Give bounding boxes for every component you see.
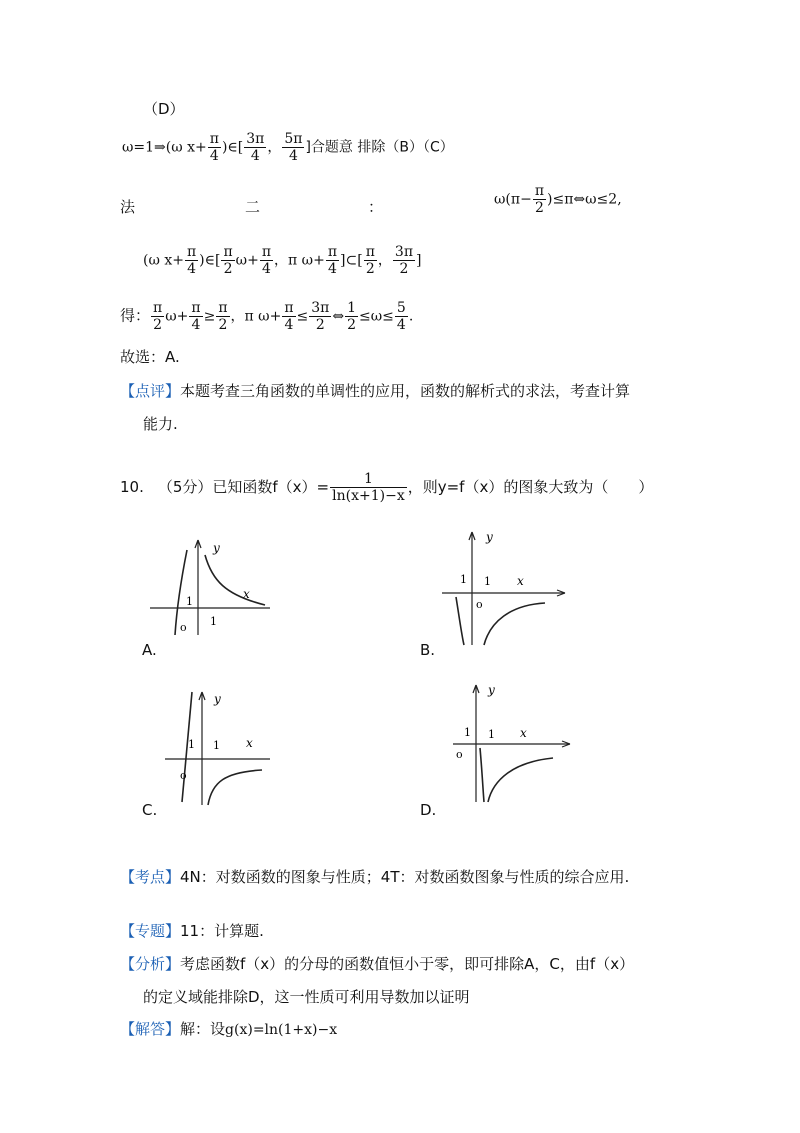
comment-tag: 【点评】	[120, 382, 181, 400]
jieda-lead: 解：设	[180, 1020, 226, 1038]
x-label: x	[520, 726, 527, 740]
option-c-label: C.	[142, 801, 158, 819]
tick-1-y: 1	[186, 595, 193, 608]
fraction: $\frac{\pi}{4}$	[327, 244, 338, 277]
fraction: $\frac{\pi}{4}$	[186, 244, 197, 277]
fenxi	[120, 953, 634, 974]
zhuanti-text: 11：计算题.	[180, 922, 264, 940]
fraction: $\frac{\pi}{2}$	[223, 244, 233, 277]
method-2-colon: ：	[368, 198, 384, 216]
fraction: $\frac{\pi}{4}$	[284, 300, 294, 333]
x-label: x	[243, 587, 250, 601]
zhuanti	[120, 920, 264, 941]
fenxi-text-cont: 的定义域能排除D，这一性质可利用导数加以证明	[143, 988, 470, 1006]
x-label: x	[246, 736, 253, 750]
tick-1-y: 1	[460, 573, 467, 586]
fraction: $\frac{\pi}{2}$	[365, 244, 375, 277]
origin-label: o	[456, 748, 463, 761]
tick-1-x: 1	[488, 728, 495, 741]
tick-1-y: 1	[464, 726, 471, 739]
function-fraction: $\frac{1}{\ln(x+1)-x}$	[332, 471, 405, 504]
curve-right	[205, 555, 265, 605]
option-d-label: （D）	[143, 100, 185, 118]
y-label: y	[213, 541, 220, 555]
solution-line-4: 得： $\frac{\pi}{2}$ ω+ $\frac{\pi}{4}$ ≥ $\frac{\pi}{2}$ ，π ω+ $\frac{\pi}{4}$ ≤ $\frac{3\pi}{2}$ ⇔ $\frac{1}{2}$ ≤ω≤ $\frac{5}{4}$ .	[120, 300, 414, 333]
expr: ，	[267, 139, 282, 156]
fraction: $\frac{1}{2}$	[347, 300, 357, 333]
expr: )∈[	[221, 139, 244, 156]
graph-option-b	[440, 527, 570, 647]
fraction: $\frac{\pi}{4}$	[191, 300, 201, 333]
curve-left	[456, 597, 464, 645]
fraction: $\frac{\pi}{4}$	[209, 131, 219, 164]
kaodian-tag: 【考点】	[120, 868, 181, 886]
fraction: $\frac{\pi}{2}$	[534, 183, 545, 216]
option-a-label: A.	[142, 641, 157, 659]
comment-text: 本题考查三角函数的单调性的应用，函数的解析式的求法，考查计算	[180, 382, 631, 400]
tick-1-x: 1	[210, 615, 217, 628]
curve-right	[208, 770, 262, 805]
fenxi-tag: 【分析】	[120, 955, 181, 973]
fraction: $\frac{\pi}{4}$	[261, 244, 272, 277]
graph-option-a	[150, 535, 275, 640]
y-label: y	[214, 692, 221, 706]
method-2-word-2: 二	[245, 198, 261, 216]
question-number: 10.	[120, 478, 144, 496]
fraction: $\frac{3\pi}{2}$	[394, 244, 414, 277]
kaodian	[120, 866, 629, 887]
fraction: $\frac{5\pi}{4}$	[284, 131, 303, 164]
fraction: $\frac{\pi}{2}$	[153, 300, 163, 333]
origin-label: o	[476, 598, 483, 611]
fraction: $\frac{3\pi}{4}$	[246, 131, 265, 164]
jieda	[120, 1018, 337, 1039]
tick-1-x: 1	[484, 575, 491, 588]
option-b-label: B.	[420, 641, 436, 659]
comment-text-cont: 能力.	[143, 415, 178, 433]
y-label: y	[488, 683, 495, 697]
curve-right	[488, 758, 553, 802]
curve-right	[484, 603, 545, 645]
kaodian-text: 4N：对数函数的图象与性质；4T：对数函数图象与性质的综合应用.	[180, 868, 630, 886]
question-10	[120, 471, 653, 504]
curve-left	[480, 748, 484, 802]
x-label: x	[517, 574, 524, 588]
tick-1-x: 1	[213, 739, 220, 752]
fraction: $\frac{5}{4}$	[396, 300, 406, 333]
method-2-expr: ω(π− $\frac{\pi}{2}$ )≤π⇔ω≤2,	[494, 183, 622, 216]
origin-label: o	[180, 621, 187, 634]
jieda-tag: 【解答】	[120, 1020, 181, 1038]
question-stem-rest: ，则y=f（x）的图象大致为（ ）	[407, 478, 654, 496]
solution-line-1	[122, 131, 454, 164]
graph-option-c	[150, 687, 275, 807]
expr: ]合题意 排除（B）（C）	[305, 139, 454, 156]
jieda-expr: g(x)=ln(1+x)−x	[225, 1022, 338, 1038]
fraction: $\frac{\pi}{2}$	[218, 300, 228, 333]
answer-line: 故选：A.	[120, 348, 180, 366]
question-stem: （5分）已知函数f（x）=	[157, 478, 330, 496]
method-2-word-1: 法	[120, 198, 136, 216]
graph-option-d	[448, 680, 573, 805]
expr: ω=1⇒(ω x+	[122, 139, 207, 156]
zhuanti-tag: 【专题】	[120, 922, 181, 940]
comment	[120, 380, 630, 401]
y-label: y	[486, 530, 493, 544]
tick-1-y: 1	[188, 738, 195, 751]
origin-label: o	[180, 769, 187, 782]
solution-line-3: (ω x+ $\frac{\pi}{4}$ )∈[ $\frac{\pi}{2}$ ω+ $\frac{\pi}{4}$ ，π ω+ $\frac{\pi}{4}$ ]⊂[ $\frac{\pi}{2}$ ， $\frac{3\pi}{2}$ ]	[143, 244, 422, 277]
fenxi-text: 考虑函数f（x）的分母的函数值恒小于零，即可排除A，C，由f（x）	[180, 955, 635, 973]
option-d-graph-label: D.	[420, 801, 437, 819]
fraction: $\frac{3\pi}{2}$	[311, 300, 330, 333]
